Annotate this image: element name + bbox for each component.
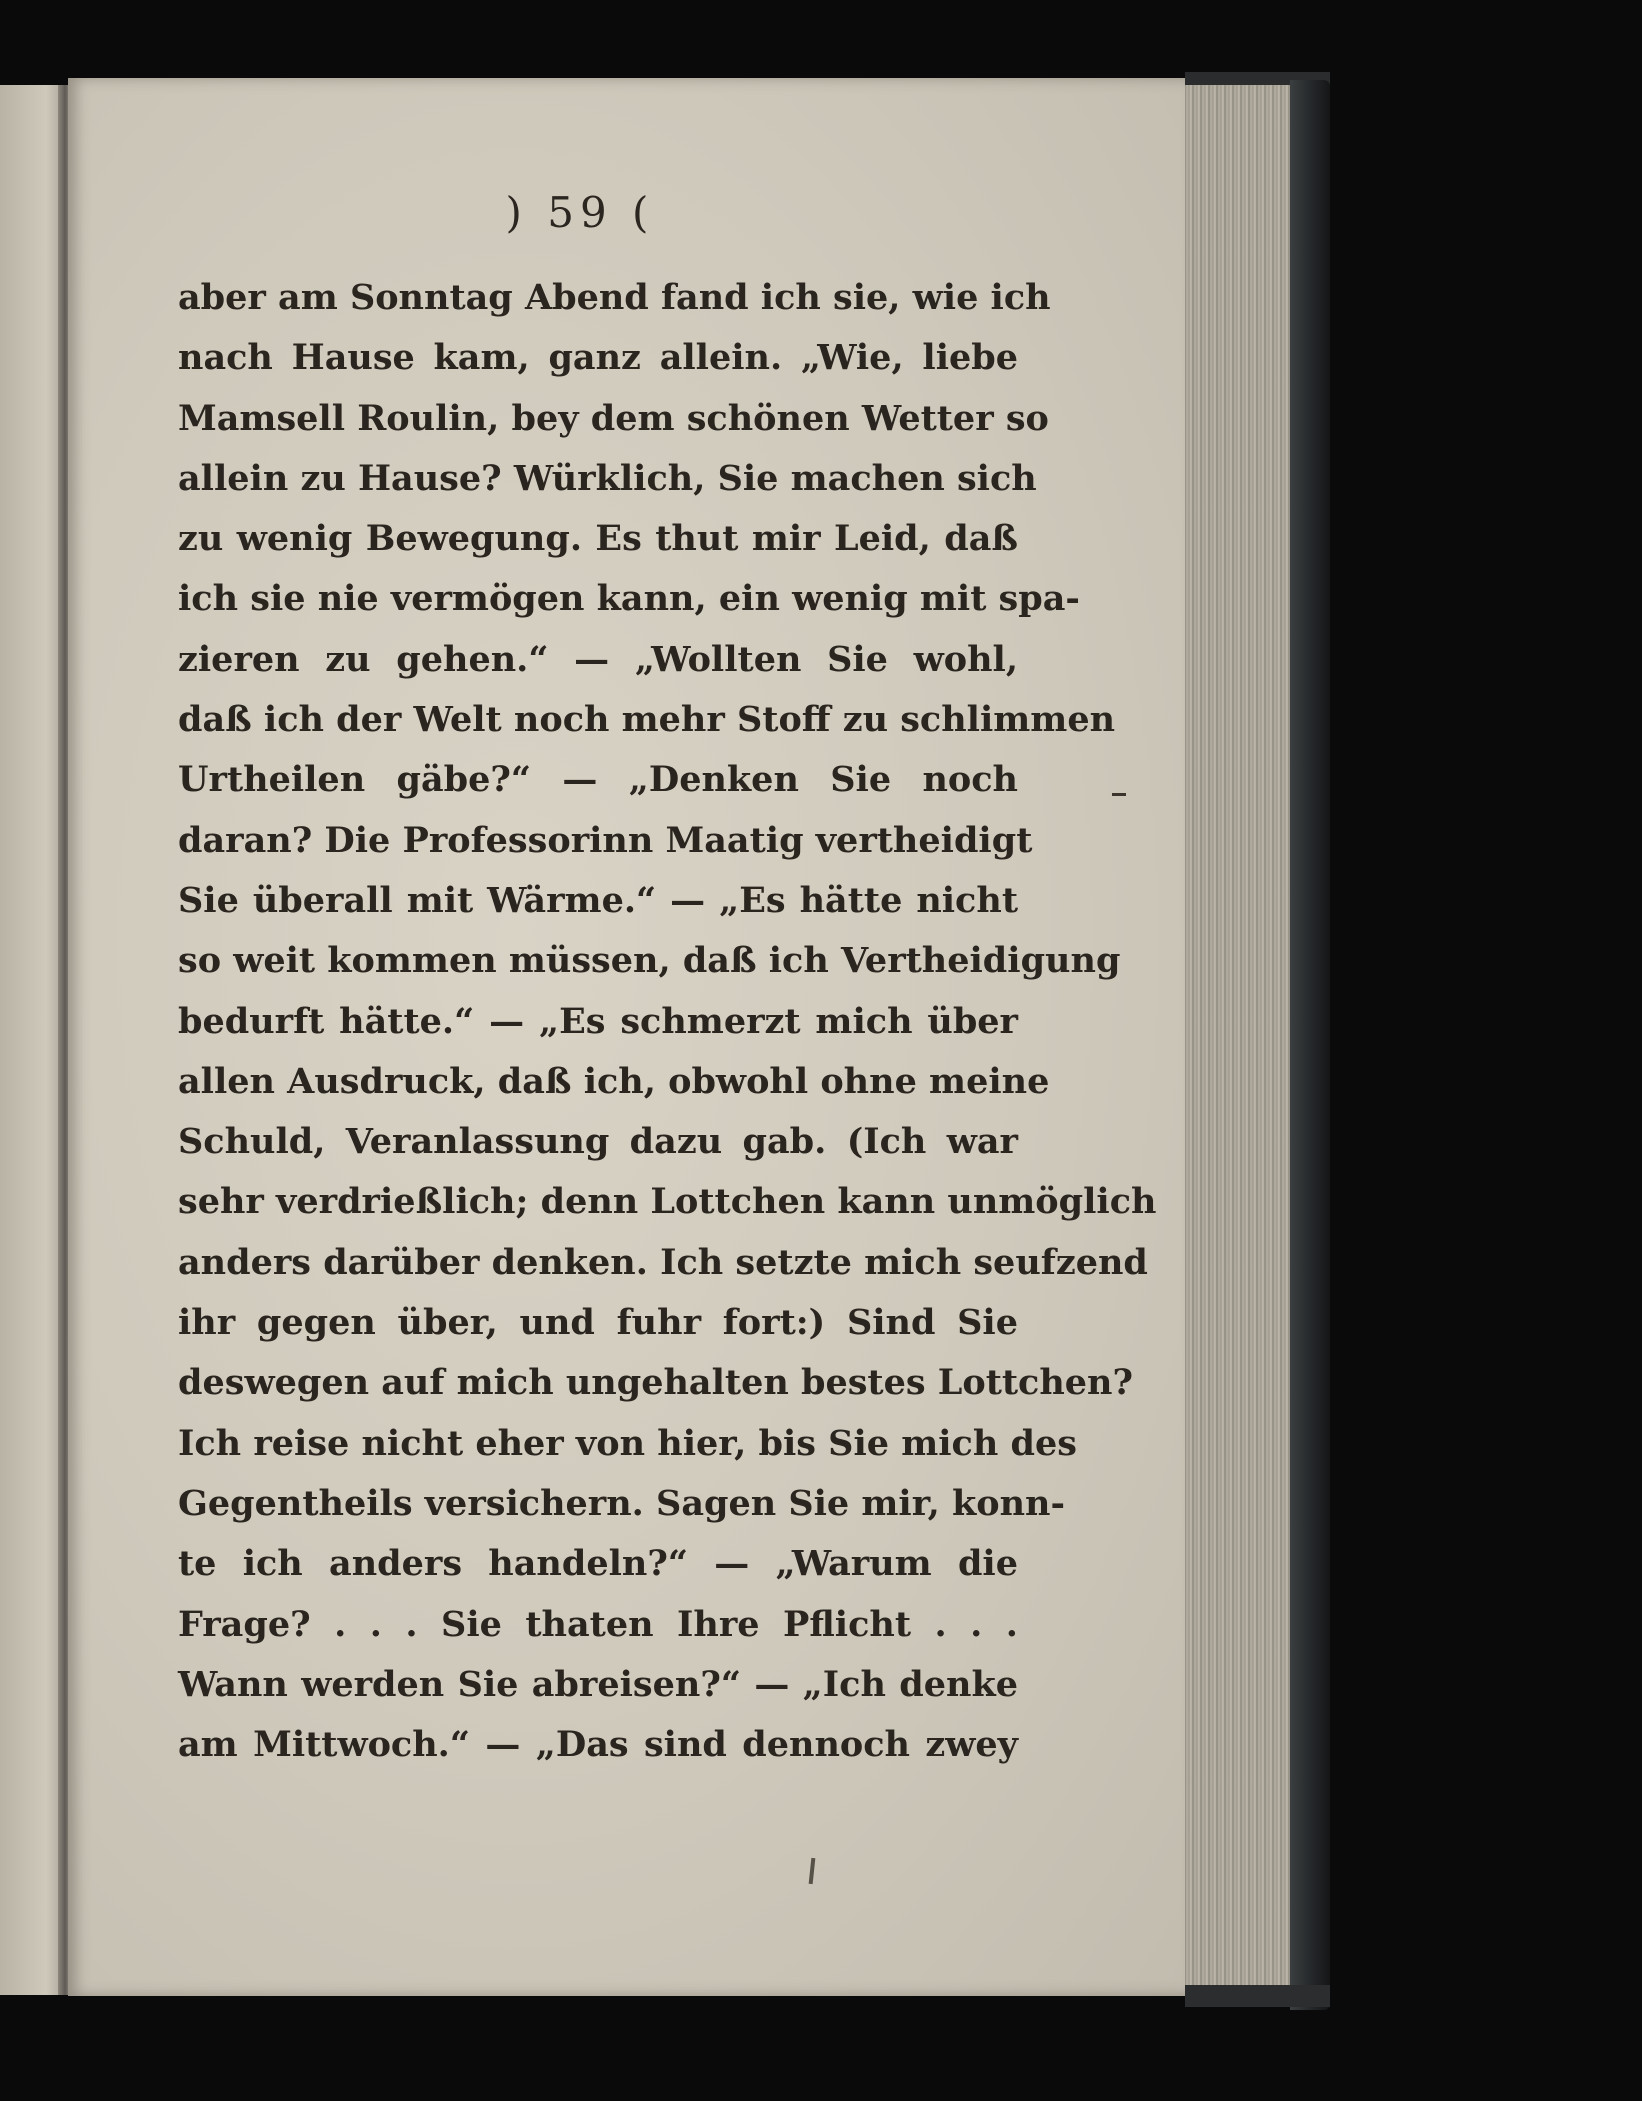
text-line: Frage? . . . Sie thaten Ihre Pflicht . . .	[178, 1603, 1018, 1645]
margin-mark	[1112, 793, 1126, 796]
text-line: am Mittwoch.“ — „Das sind dennoch zwey	[178, 1724, 1018, 1766]
text-line: Schuld, Veranlassung dazu gab. (Ich war	[178, 1121, 1018, 1163]
text-line: aber am Sonntag Abend fand ich sie, wie ich	[178, 277, 1051, 318]
text-line: sehr verdrießlich; denn Lottchen kann unmöglich	[178, 1181, 1157, 1223]
text-line: Mamsell Roulin, bey dem schönen Wetter so	[178, 397, 1049, 439]
text-line: te ich anders handeln?“ — „Warum die	[178, 1543, 1018, 1585]
left-facing-page-edge	[0, 85, 66, 1995]
text-line: Gegentheils versichern. Sagen Sie mir, konn-	[178, 1482, 1065, 1524]
cover-bottom-edge	[1185, 1985, 1330, 2007]
page-block-fore-edge	[1185, 85, 1295, 1985]
text-line: so weit kommen müssen, daß ich Vertheidigung	[178, 940, 1121, 982]
text-line: Ich reise nicht eher von hier, bis Sie mich des	[178, 1422, 1077, 1464]
text-line: allen Ausdruck, daß ich, obwohl ohne meine	[178, 1060, 1050, 1102]
page-header: ) 59 (	[505, 188, 655, 237]
text-line: Urtheilen gäbe?“ — „Denken Sie noch	[178, 759, 1018, 801]
text-line: bedurft hätte.“ — „Es schmerzt mich über	[178, 1000, 1018, 1042]
text-line: daran? Die Professorinn Maatig vertheidigt	[178, 819, 1033, 861]
text-line: zieren zu gehen.“ — „Wollten Sie wohl,	[178, 638, 1018, 680]
text-line: deswegen auf mich ungehalten bestes Lottchen?	[178, 1362, 1134, 1404]
text-line: ihr gegen über, und fuhr fort:) Sind Sie	[178, 1302, 1018, 1344]
text-line: ich sie nie vermögen kann, ein wenig mit spa-	[178, 578, 1080, 620]
text-line: allein zu Hause? Würklich, Sie machen sich	[178, 457, 1037, 499]
text-line: anders darüber denken. Ich setzte mich seufzend	[178, 1241, 1148, 1283]
text-line: zu wenig Bewegung. Es thut mir Leid, daß	[178, 518, 1018, 560]
book-cover-edge	[1290, 80, 1330, 2010]
text-line: daß ich der Welt noch mehr Stoff zu schlimmen	[178, 699, 1116, 741]
body-text	[178, 268, 1157, 1775]
text-line: Sie überall mit Wärme.“ — „Es hätte nicht	[178, 879, 1018, 921]
text-line: nach Hause kam, ganz allein. „Wie, liebe	[178, 337, 1018, 379]
text-line: Wann werden Sie abreisen?“ — „Ich denke	[178, 1663, 1018, 1705]
